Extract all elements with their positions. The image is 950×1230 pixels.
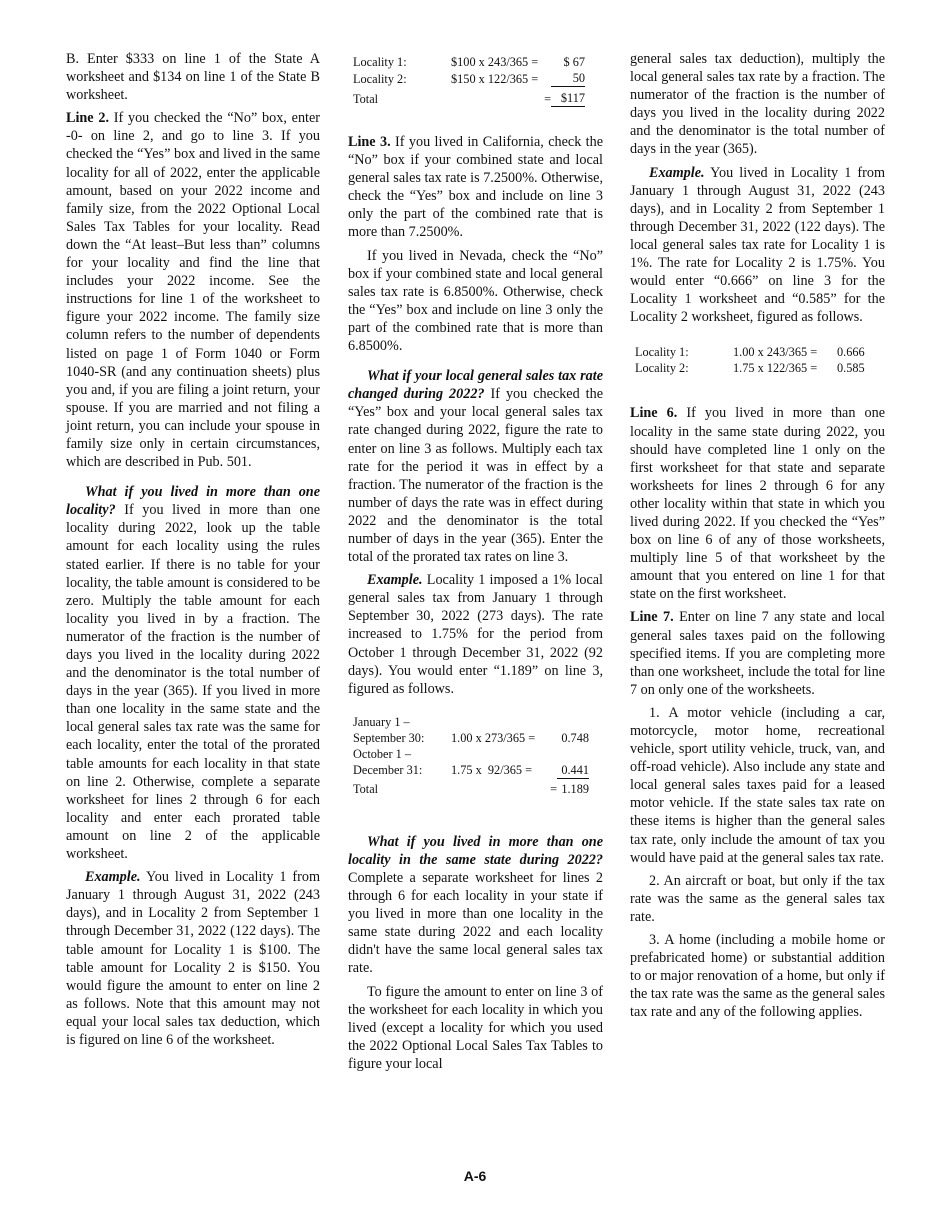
row-label: Locality 2: — [635, 361, 689, 376]
row-label: Locality 2: — [353, 71, 407, 86]
row-value: 0.441 — [557, 762, 589, 779]
col1-example-text: You lived in Locality 1 from January 1 through August 31, 2022 (243 days), and in Locality 2 from September 1 through December 31, 2022 (122 days). The table amount for Locality 1 is $100. The table amount for Locality 2 is $150. You would figure the amount to enter on line 2 as follows. Note that this amount may not equal your local sales tax deduction, which is figured on line 6 of the worksheet. — [66, 869, 320, 1048]
rate-changed-text: If you checked the “Yes” box and your local general sales tax rate changed during 2022, figure the rate to enter on line 3 as follows. Multiply each tax rate for the period it was in effect by a fraction. The numerator of the fraction is the number of days the rate was in effect during 2022 and the denominator is the total number of days in the year (365). Enter the total of the prorated tax rates on line 3. — [348, 386, 603, 566]
row-calc: $100 x 243/365 = — [451, 55, 539, 69]
line-3-paragraph — [348, 133, 603, 242]
row-calc: = — [544, 91, 551, 106]
figure-amount-paragraph: To figure the amount to enter on line 3 of the worksheet for each locality in which you lived (except a locality for which you used the 2022 Optional Local Sales Tax Tables to figure your local — [348, 983, 603, 1072]
line-3-label: Line 3. — [348, 134, 391, 150]
row-calc: 1.75 x 92/365 = — [451, 763, 533, 778]
col2-example-text: Locality 1 imposed a 1% local general sales tax from January 1 through September 30, 2022 (273 days). The rate increased to 1.75% for the period from October 1 through December 31, 2022 (92 days). You would enter “1.189” on line 3, figured as follows. — [348, 572, 603, 697]
row-calc: 1.00 x 273/365 = — [451, 730, 536, 745]
row-value: 50 — [551, 70, 585, 87]
table-row — [353, 70, 585, 87]
line-6-label: Line 6. — [630, 405, 678, 422]
line-7-label: Line 7. — [630, 609, 674, 626]
table-row — [353, 730, 589, 746]
col3-example-text: You lived in Locality 1 from January 1 through August 31, 2022 (243 days), and in Locality 2 from September 1 through December 31, 2022 (122 days). The local general sales tax rate for Locality 1 is 1%. The rate for Locality 2 is 1.75%. You would enter “0.666” on line 3 for the Locality 1 worksheet and “0.585” for the Locality 2 worksheet, figured as follows. — [630, 164, 885, 326]
list-item: 2. An aircraft or boat, but only if the tax rate was the same as the general sales tax rate. — [630, 872, 885, 925]
rate-changed-paragraph — [348, 367, 603, 566]
locality-amount-table — [353, 54, 585, 107]
table-row — [353, 87, 585, 107]
line-2-label: Line 2. — [66, 110, 109, 127]
line-6-paragraph — [630, 404, 885, 603]
column-1 — [66, 50, 320, 1054]
line-2-text: If you checked the “No” box, enter -0- on line 2, and go to line 3. If you checked the “Yes” box and lived in the same locality for all of 2022, enter the applicable amount, based on your 2022 income and family size, from the 2022 Optional Local Sales Tax Tables for your locality. Read down the “At least–But less than” columns for your locality and find the line that includes your 2022 income. See the instructions for line 1 of the worksheet to figure your 2022 income. The family size column refers to the number of dependents listed on page 1 of Form 1040 or Form 1040-SR (and any continuation sheets) plus you and, if you are filing a joint return, your spouse. If you are married and not filing a joint return, you can include your spouse in family size only in certain circumstances, which are described in Pub. 501. — [66, 110, 320, 471]
row-value: 0.585 — [837, 361, 865, 376]
col3-example-paragraph — [630, 164, 885, 327]
row-label: Locality 1: — [353, 55, 407, 69]
more-locality-paragraph — [66, 483, 320, 863]
row-value: $117 — [551, 87, 585, 107]
locality-rate-table — [635, 344, 873, 376]
col1-example-label: Example. — [85, 869, 141, 886]
row-label: Total — [353, 91, 379, 106]
row-label: October 1 – — [353, 746, 412, 761]
row-value: $ 67 — [563, 55, 585, 69]
row-value: 0.748 — [561, 730, 589, 745]
col2-example-label: Example. — [367, 572, 423, 589]
row-label: September 30: — [353, 730, 425, 745]
same-state-heading: What if you lived in more than one locality in the same state during 2022? — [348, 833, 603, 868]
list-item: 3. A home (including a mobile home or prefabricated home) or substantial addition to or major renovation of a home, but only if the tax rate was the same as the general sales tax rate and any of the following applies. — [630, 932, 885, 1021]
line-2-paragraph — [66, 109, 320, 471]
row-calc: $150 x 122/365 = — [451, 71, 539, 86]
table-row — [353, 746, 589, 762]
table-row — [353, 714, 589, 730]
row-calc: 1.00 x 243/365 = — [733, 345, 818, 360]
col3-intro-paragraph: general sales tax deduction), multiply the local general sales tax rate by a fraction. The numerator of the fraction is the number of days you lived in the locality during 2022 and the denominator is the total number of days in the year (365). — [630, 51, 885, 158]
line-3-text: If you lived in California, check the “No” box if your combined state and local general sales tax rate is 7.2500%. Otherwise, check the “Yes” box and include on line 3 only the part of the combined rate that is more than 7.2500%. — [348, 134, 604, 241]
list-item: 1. A motor vehicle (including a car, motorcycle, motor home, recreational vehicle, sport utility vehicle, truck, van, and off-road vehicle). Also include any state and local general sales taxes paid for a leased motor vehicle. If the state sales tax rate on these items is higher than the general sales tax rate, only include the amount of tax you would have paid at the general sales tax rate. — [630, 704, 885, 866]
column-2 — [348, 50, 603, 1078]
table-row — [635, 360, 873, 376]
row-value: 1.189 — [561, 781, 589, 796]
page-number: A-6 — [463, 1168, 487, 1184]
state-b-instructions: B. Enter $333 on line 1 of the State A worksheet and $134 on line 1 of the State B worksheet. — [66, 51, 320, 104]
table-row — [353, 762, 589, 779]
more-locality-text: If you lived in more than one locality during 2022, look up the table amount for each locality using the rules stated earlier. If there is no table for your locality, the table amount is considered to be zero. Multiply the table amount for each locality you lived in by a fraction. The numerator of the fraction is the number of days you lived in the locality during 2022 and the denominator is the total number of days in the year (365). If you lived in more than one locality in the same state and the local general sales tax rate was the same for each locality, enter the total of the prorated table amounts for each locality in that state on line 2. Otherwise, complete a separate worksheet for lines 2 through 6 for each locality and enter each prorated table amount on line 2 of the applicable worksheet. — [66, 502, 320, 863]
col3-example-label: Example. — [649, 164, 705, 181]
row-value: 0.666 — [837, 345, 865, 360]
row-calc: 1.75 x 122/365 = — [733, 361, 818, 376]
rate-changed-heading: What if your local general sales tax rate changed during 2022? — [348, 368, 603, 403]
col2-example-paragraph — [348, 571, 603, 698]
row-label: December 31: — [353, 763, 423, 778]
table-row — [635, 344, 873, 360]
line-7-paragraph — [630, 608, 885, 698]
row-label: January 1 – — [353, 714, 410, 729]
table-row — [353, 778, 589, 797]
row-label: Locality 1: — [635, 345, 689, 360]
nevada-paragraph: If you lived in Nevada, check the “No” box if your combined state and local general sales tax rate is 6.8500%. Otherwise, check the “Yes” box and include on line 3 only the part of the combined rate that is more than 6.8500%. — [348, 247, 603, 355]
col1-example-paragraph — [66, 868, 320, 1049]
line-6-text: If you lived in more than one locality in the same state during 2022, you should have completed line 1 only on the first worksheet for that state and separate worksheets for lines 2 through 6 for any other locality within that state in which you lived during 2022. If you checked the “Yes” box on line 6 of any of those worksheets, multiply line 5 of that worksheet by the amount that you entered on line 1 for that state on the first worksheet. — [630, 405, 886, 603]
row-label: Total — [353, 781, 379, 796]
table-row — [353, 54, 585, 70]
column-3 — [630, 50, 885, 1027]
same-state-paragraph — [348, 833, 603, 978]
rate-change-table — [353, 714, 589, 797]
same-state-text: Complete a separate worksheet for lines 2 through 6 for each locality in your state if you lived in more than one locality in the same state during 2022 and each locality didn't have the same local general sales tax rate. — [348, 870, 603, 977]
more-locality-heading: What if you lived in more than one locality? — [66, 484, 320, 519]
line-7-text: Enter on line 7 any state and local general sales taxes paid on the following specified items. If you are completing more than one worksheet, include the total for line 7 on only one of the worksheets. — [630, 609, 885, 698]
row-calc: = — [550, 781, 557, 796]
